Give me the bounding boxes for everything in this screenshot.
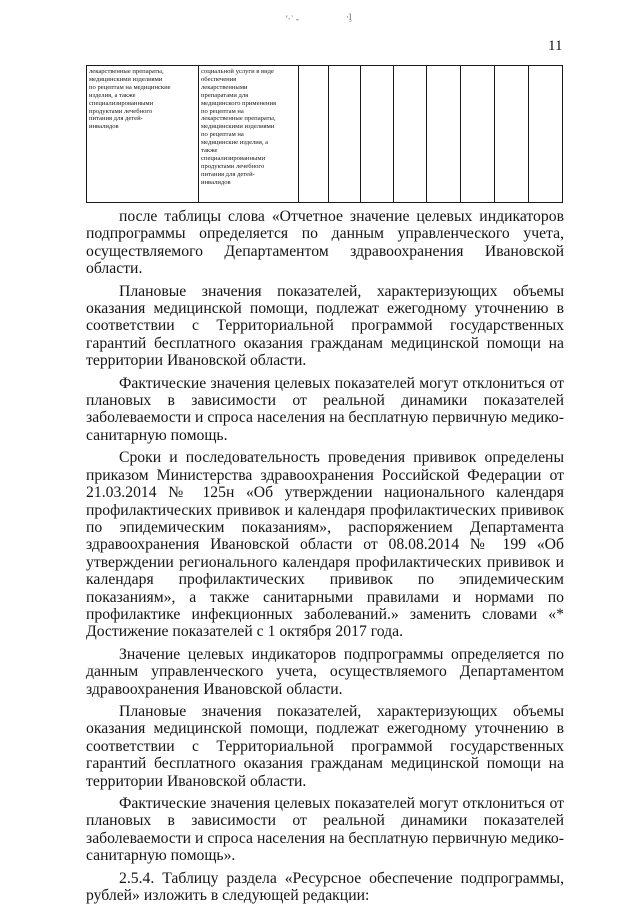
table-cell: социальной услуги в виде обеспечения лекарственными препаратами для медицинского применения по рецептам на лекарственные препараты, медицинскими изделиями по рецептам на медицинские изделия, а также специализированными продуктами лечебного питания для детей- инвалидов [199,66,299,203]
paragraph: 2.5.4. Таблицу раздела «Ресурсное обеспечение подпрограммы, рублей» изложить в следующей редакции: [86,869,564,905]
scan-artifact: ·ᶅ [346,12,352,22]
page-number: 11 [548,38,563,54]
scan-artifact: '·˙ - [286,14,299,24]
paragraph: Плановые значения показателей, характеризующих объемы оказания медицинской помощи, подлежат ежегодному уточнению в соответствии с Территориальной программой государственных гарантий бесплатного оказания гражданам медицинской помощи на территории Ивановской области. [86,702,564,790]
table-cell-empty [427,66,461,203]
table-cell: лекарственные препараты, медицинскими изделиями по рецептам на медицинские изделия, а также специализированными продуктами лечебного питания для детей- инвалидов [87,66,199,203]
table-cell-empty [495,66,529,203]
table-cell-empty [361,66,394,203]
table-row [87,66,563,203]
table-cell-empty [299,66,329,203]
paragraph: Значение целевых индикаторов подпрограммы определяется по данным управленческого учета, осуществляемого Департаментом здравоохранения Ивановской области. [86,645,564,698]
paragraph: после таблицы слова «Отчетное значение целевых индикаторов подпрограммы определяется по данным управленческого учета, осуществляемого Департаментом здравоохранения Ивановской области. [86,208,564,278]
table-cell-empty [461,66,495,203]
table-cell-empty [394,66,427,203]
table-cell-empty [529,66,563,203]
paragraph: Плановые значения показателей, характеризующих объемы оказания медицинской помощи, подлежат ежегодному уточнению в соответствии с Территориальной программой государственных гарантий бесплатного оказания гражданам медицинской помощи на территории Ивановской области. [86,282,564,370]
paragraph: Фактические значения целевых показателей могут отклониться от плановых в зависимости от реальной динамики показателей заболеваемости и спроса населения на бесплатную первичную медико-санитарную помощь». [86,795,564,865]
table-fragment [86,65,563,203]
document-body [86,208,564,907]
paragraph: Сроки и последовательность проведения прививок определены приказом Министерства здравоохранения Российской Федерации от 21.03.2014 № 125н «Об утверждении национального календаря профилактических прививок и календаря профилактических прививок по эпидемическим показаниям», распоряжением Департамента здравоохранения Ивановской области от 08.08.2014 № 199 «Об утверждении регионального календаря профилактических прививок и календаря профилактических прививок по эпидемическим показаниям», а также санитарными правилами и нормами по профилактике инфекционных заболеваний.» заменить словами «* Достижение показателей с 1 октября 2017 года. [86,449,564,641]
table-cell-empty [329,66,361,203]
paragraph: Фактические значения целевых показателей могут отклониться от плановых в зависимости от реальной динамики показателей заболеваемости и спроса населения на бесплатную первичную медико-санитарную помощь. [86,374,564,444]
